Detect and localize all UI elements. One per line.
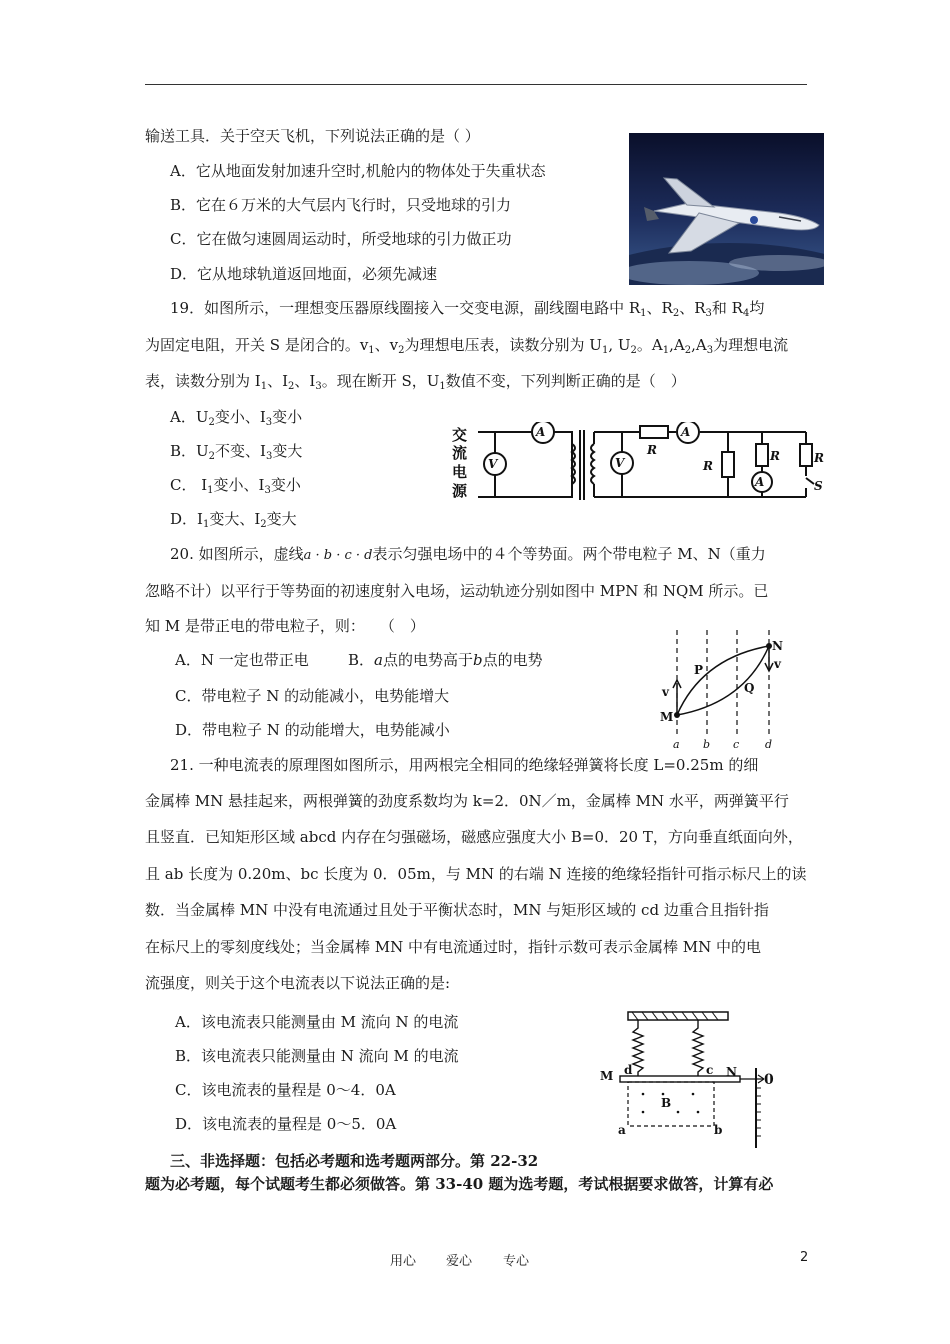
q20-option-c: C．带电粒子 N 的动能减小，电势能增大	[175, 687, 450, 705]
q20-line3: 知 M 是带正电的带电粒子，则： （ ）	[145, 617, 425, 635]
q18-option-d: D．它从地球轨道返回地面，必须先减速	[170, 265, 438, 283]
source-label-2: 流	[452, 444, 468, 462]
resistor-r3-label: R	[770, 449, 780, 463]
rod-end-m-label: M	[600, 1069, 614, 1083]
q21-option-d: D．该电流表的量程是 0～5．0A	[175, 1115, 397, 1133]
q21-option-a: A．该电流表只能测量由 M 流向 N 的电流	[175, 1013, 459, 1031]
ammeter-a2-label: A	[681, 425, 691, 439]
plane-c-label: c	[733, 738, 740, 750]
particle-m-label: M	[660, 710, 674, 724]
footer-text-3: 专心	[503, 1254, 530, 1269]
corner-b-label: b	[714, 1123, 723, 1137]
q20-option-b: B．a点的电势高于b点的电势	[348, 651, 543, 669]
rod-end-n-label: N	[726, 1065, 737, 1079]
section3-line2: 题为必考题，每个试题考生都必须做答。第 33-40 题为选考题，考试根据要求做答，计算有必	[145, 1175, 774, 1193]
footer-text-1: 用心	[390, 1254, 417, 1269]
q21-line2: 金属棒 MN 悬挂起来，两根弹簧的劲度系数均为 k=2．0N／m，金属棒 MN 水平，两弹簧平行	[145, 792, 789, 810]
corner-a-label: a	[618, 1123, 626, 1137]
voltmeter-v2-label: V	[615, 456, 625, 470]
q19-option-d: D．$I_1$变大、$I_2$变大	[170, 510, 297, 530]
point-p-label: P	[694, 663, 704, 677]
q21-line7: 流强度，则关于这个电流表以下说法正确的是:	[145, 974, 451, 992]
q20-option-d: D．带电粒子 N 的动能增大，电势能减小	[175, 721, 450, 739]
q19-line1: 19．如图所示，一理想变压器原线圈接入一交变电源，副线圈电路中 $R_1$、$R_2$、$R_3$和 $R_4$均	[170, 299, 765, 319]
velocity-n-label: v	[774, 657, 781, 671]
footer-text-2: 爱心	[446, 1254, 473, 1269]
page-number: 2	[800, 1250, 809, 1265]
corner-d-label: d	[624, 1063, 633, 1077]
source-label-3: 电	[452, 463, 468, 481]
q18-stem: 输送工具．关于空天飞机，下列说法正确的是（ ）	[145, 127, 480, 145]
switch-s-label: S	[814, 479, 823, 493]
q19-option-a: A．$U_2$变小、$I_3$变小	[170, 408, 303, 428]
q21-line4: 且 ab 长度为 0.20m、bc 长度为 0．05m，与 MN 的右端 N 连接的绝缘轻指针可指示标尺上的读	[145, 865, 807, 883]
velocity-m-label: v	[662, 685, 669, 699]
plane-b-label: b	[703, 738, 711, 750]
plane-a-label: a	[673, 738, 680, 750]
resistor-r1-label: R	[647, 443, 657, 457]
plane-d-label: d	[765, 738, 773, 750]
q20-line1: 20. 如图所示，虚线a · b · c · d表示匀强电场中的４个等势面。两个带电粒子 M、N（重力	[170, 545, 766, 563]
q20-line2: 忽略不计）以平行于等势面的初速度射入电场，运动轨迹分别如图中 MPN 和 NQM 所示。已	[145, 582, 769, 600]
transformer-circuit-diagram	[450, 422, 840, 504]
scale-zero-label: 0	[764, 1072, 774, 1088]
corner-c-label: c	[706, 1063, 714, 1077]
q18-option-a: A．它从地面发射加速升空时,机舱内的物体处于失重状态	[170, 162, 546, 180]
point-q-label: Q	[744, 681, 755, 695]
source-label-1: 交	[452, 426, 468, 444]
ammeter-a3-label: A	[755, 475, 765, 489]
q19-option-b: B．$U_2$不变、$I_3$变大	[170, 442, 303, 462]
q21-line1: 21. 一种电流表的原理图如图所示，用两根完全相同的绝缘轻弹簧将长度 L=0.25m 的细	[170, 756, 759, 774]
q18-option-c: C．它在做匀速圆周运动时，所受地球的引力做正功	[170, 230, 512, 248]
q19-line2: 为固定电阻，开关 S 是闭合的。$v_1$、$v_2$为理想电压表，读数分别为 $U_1$, $U_2$。$A_1,A_2,A_3$为理想电流	[145, 336, 789, 356]
source-label-4: 源	[452, 482, 468, 500]
q21-line3: 且竖直．已知矩形区域 abcd 内存在匀强磁场，磁感应强度大小 B=0．20 T，方向垂直纸面向外，	[145, 828, 803, 846]
resistor-r4-label: R	[814, 451, 824, 465]
q21-line6: 在标尺上的零刻度线处；当金属棒 MN 中有电流通过时，指针示数可表示金属棒 MN 中的电	[145, 938, 762, 956]
q19-line3: 表，读数分别为 $I_1$、$I_2$、$I_3$。现在断开 S，$U_1$数值不变，下列判断正确的是（ ）	[145, 372, 686, 392]
q20-option-a: A．N 一定也带正电	[175, 651, 309, 669]
spaceplane-photo	[629, 133, 824, 285]
q21-option-c: C．该电流表的量程是 0～4．0A	[175, 1081, 396, 1099]
voltmeter-v1-label: V	[488, 457, 498, 471]
ammeter-a1-label: A	[536, 425, 546, 439]
current-meter-diagram	[598, 1008, 788, 1153]
q21-option-b: B．该电流表只能测量由 N 流向 M 的电流	[175, 1047, 459, 1065]
resistor-r2-label: R	[703, 459, 713, 473]
particle-n-label: N	[772, 639, 783, 653]
header-rule	[145, 84, 807, 85]
field-b-label: B	[661, 1096, 672, 1110]
q21-line5: 数．当金属棒 MN 中没有电流通过且处于平衡状态时，MN 与矩形区域的 cd 边重合且指针指	[145, 901, 769, 919]
equipotential-diagram	[652, 628, 792, 750]
section3-line1: 三、非选择题：包括必考题和选考题两部分。第 22-32	[170, 1152, 539, 1170]
q19-option-c: C． $I_1$变小、$I_3$变小	[170, 476, 301, 496]
q18-option-b: B．它在６万米的大气层内飞行时，只受地球的引力	[170, 196, 512, 214]
